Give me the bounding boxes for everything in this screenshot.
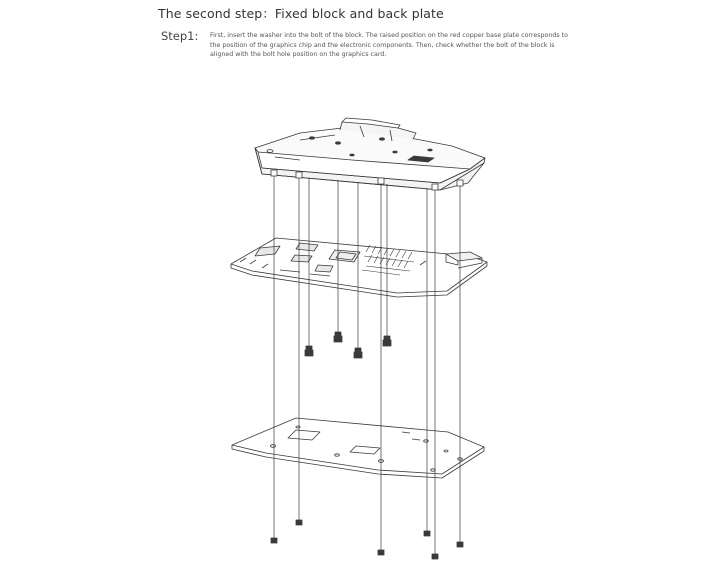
page-title: The second step：Fixed block and back plate	[158, 6, 444, 21]
bottom-screws	[271, 520, 463, 559]
washer-bolts	[305, 332, 391, 358]
alignment-guide-lines	[274, 174, 460, 554]
step-description: First, insert the washer into the bolt of the block. The raised position on the red copper base plate corresponds to the position of the graphics chip and the electronic components. Then, check whether the bolt of the block is aligned with the bolt hole position on the graphics card.	[210, 32, 568, 59]
step-label: Step1:	[161, 29, 199, 43]
water-block-illustration	[255, 118, 485, 190]
graphics-card-pcb-illustration	[231, 238, 487, 297]
back-plate-illustration	[232, 418, 484, 478]
